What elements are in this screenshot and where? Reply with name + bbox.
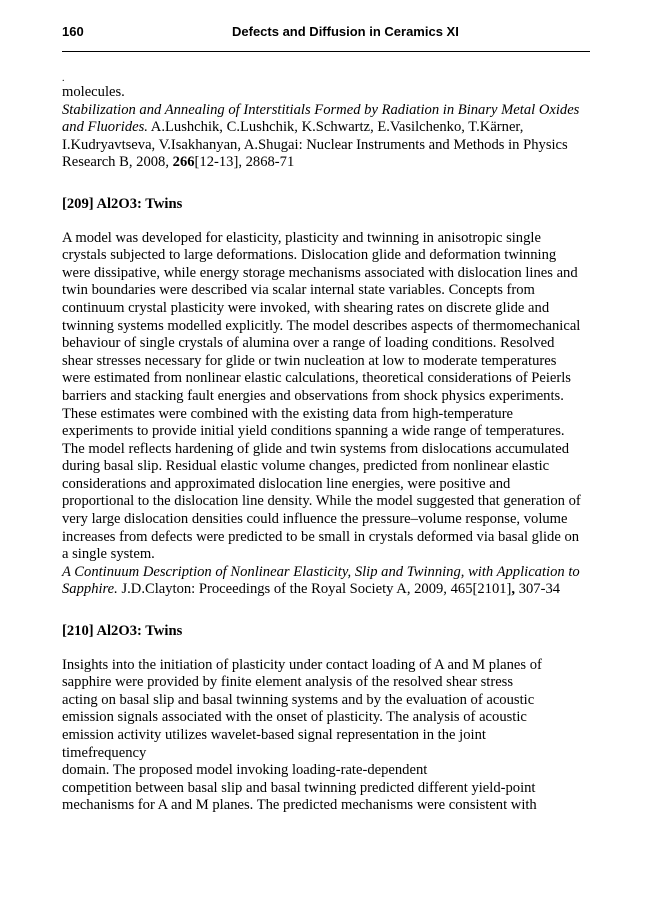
page-header [62,22,590,44]
abstract-line: acting on basal slip and basal twinning systems and by the evaluation of acoustic [62,691,535,708]
running-title: Defects and Diffusion in Ceramics XI [232,24,459,39]
reference-citation [62,102,582,172]
abstract-line: domain. The proposed model invoking loading-rate-dependent [62,762,428,779]
abstract-line: timefrequency [62,744,147,761]
reference-title: A Continuum Description of Nonlinear Elasticity, Slip and Twinning, with Application to Sapphire. [62,563,580,598]
reference-volume: 266 [172,154,195,171]
abstract-line: competition between basal slip and basal twinning predicted different yield-point [62,779,536,796]
abstract-line: sapphire were provided by finite element analysis of the resolved shear stress [62,674,514,691]
abstract-line: Insights into the initiation of plasticity under contact loading of A and M planes of [62,656,542,673]
reference-pages: [12-13], 2868-71 [194,154,295,171]
continuation-text: molecules. [62,84,125,100]
entry-abstract [62,657,582,815]
entry-abstract: A model was developed for elasticity, plasticity and twinning in anisotropic single crystals subjected to large deformations. Dislocation glide and deformation twinning were dissipative, while energy storage mechanisms associated with dislocation lines and twin boundaries were described via scalar internal state variables. Concepts from continuum crystal plasticity were invoked, with shearing rates on discrete glide and twinning systems modelled explicitly. The model describes aspects of thermomechanical behaviour of single crystals of alumina over a range of loading conditions. Resolved shear stresses necessary for glide or twin nucleation at low to moderate temperatures were estimated from nonlinear elastic calculations, theoretical considerations of Peierls barriers and stacking fault energies and observations from shock physics experiments. These estimates were combined with the existing data from high-temperature experiments to provide initial yield conditions spanning a wide range of temperatures. The model reflects hardening of glide and twin systems from dislocations accumulated during basal slip. Residual elastic volume changes, predicted from nonlinear elastic considerations and approximated dislocation line energies, were positive and proportional to the dislocation line density. While the model suggested that generation of very large dislocation densities could influence the pressure–volume response, volume increases from defects were predicted to be small in crystals deformed via basal glide on a single system. [62,229,581,563]
page-body [62,74,582,815]
reference-title: Stabilization and Annealing of Interstitials Formed by Radiation in Binary Metal Oxides and Fluorides. [62,101,580,136]
entry-heading: [209] Al2O3: Twins [62,195,183,212]
reference-citation [62,564,582,599]
reference-source: J.D.Clayton: Proceedings of the Royal Society A, 2009, 465[2101] [117,581,512,598]
continuation-mark: . [62,73,65,84]
reference-comma: , [511,581,516,598]
header-rule [62,51,590,52]
abstract-line: emission signals associated with the onset of plasticity. The analysis of acoustic [62,709,527,726]
reference-authors-source: A.Lushchik, C.Lushchik, K.Schwartz, E.Vasilchenko, T.Kärner, I.Kudryavtseva, V.Isakhanyan, A.Shugai: Nuclear Instruments and Methods in Physics Research B, 2008, [62,119,568,171]
page-number: 160 [62,24,84,39]
reference-pages: 307-34 [515,581,561,598]
entry-heading: [210] Al2O3: Twins [62,623,183,640]
abstract-line: emission activity utilizes wavelet-based signal representation in the joint [62,727,486,743]
abstract-line: mechanisms for A and M planes. The predicted mechanisms were consistent with [62,797,537,814]
